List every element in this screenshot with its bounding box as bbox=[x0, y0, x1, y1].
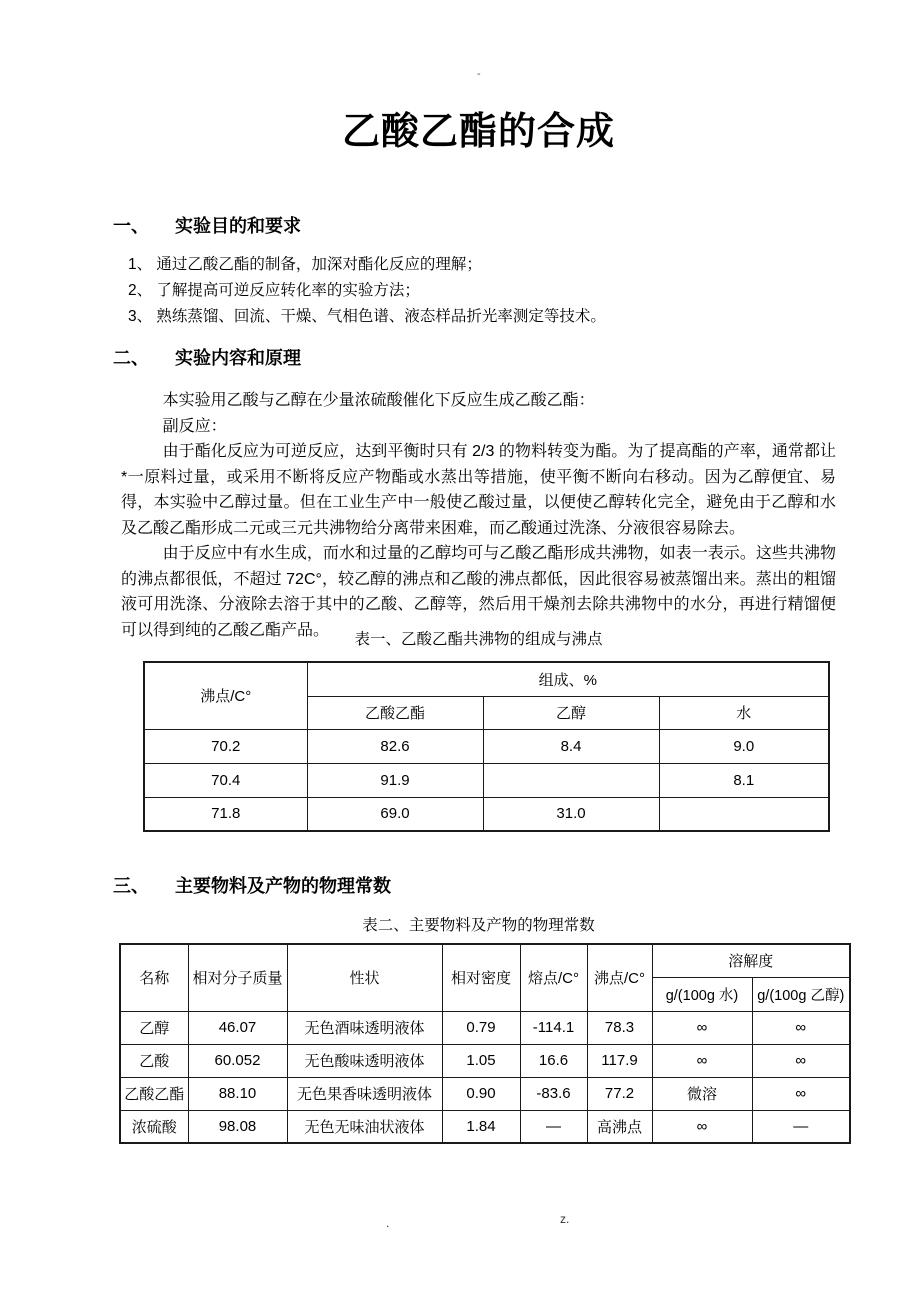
table-header-cell: 溶解度 bbox=[652, 944, 850, 977]
table-row bbox=[120, 944, 850, 977]
table-cell: 69.0 bbox=[307, 797, 483, 831]
table-cell: 浓硫酸 bbox=[120, 1110, 188, 1143]
table-cell: 46.07 bbox=[188, 1011, 287, 1044]
table-cell: 乙酸 bbox=[120, 1044, 188, 1077]
table-cell: 9.0 bbox=[659, 729, 829, 763]
section-heading-1 bbox=[113, 212, 836, 238]
table-cell: 0.90 bbox=[442, 1077, 520, 1110]
table-row bbox=[144, 763, 829, 797]
table-cell: 无色无味油状液体 bbox=[287, 1110, 442, 1143]
table-cell: — bbox=[752, 1110, 850, 1143]
table-cell: ∞ bbox=[652, 1044, 752, 1077]
table-row bbox=[120, 1011, 850, 1044]
table-cell: 98.08 bbox=[188, 1110, 287, 1143]
table-cell: 82.6 bbox=[307, 729, 483, 763]
table-cell: 无色果香味透明液体 bbox=[287, 1077, 442, 1110]
table-cell: ∞ bbox=[752, 1011, 850, 1044]
table-header-cell: 相对密度 bbox=[442, 944, 520, 1011]
principle-paragraph-3: 由于酯化反应为可逆反应，达到平衡时只有 2/3 的物料转变为酯。为了提高酯的产率，通常都让*一原料过量，或采用不断将反应产物酯或水蒸出等措施，使平衡不断向右移动。因为乙醇便宜、易得，本实验中乙醇过量。但在工业生产中一般使乙酸过量，以便使乙醇转化完全，避免由于乙醇和水及乙酸乙酯形成二元或三元共沸物给分离带来困难，而乙酸通过洗涤、分液很容易除去。 bbox=[121, 443, 836, 537]
list-item: 1、 通过乙酸乙酯的制备，加深对酯化反应的理解； bbox=[128, 256, 482, 273]
list-item: 2、 了解提高可逆反应转化率的实验方法； bbox=[128, 282, 420, 299]
table-header-cell: 名称 bbox=[120, 944, 188, 1011]
table1-caption: 表一、乙酸乙酯共沸物的组成与沸点 bbox=[354, 631, 603, 648]
table-header-cell: g/(100g 水) bbox=[652, 977, 752, 1011]
table-cell: ∞ bbox=[752, 1044, 850, 1077]
table-cell: 78.3 bbox=[587, 1011, 652, 1044]
table-cell: 1.05 bbox=[442, 1044, 520, 1077]
table-row bbox=[144, 729, 829, 763]
table-cell: 77.2 bbox=[587, 1077, 652, 1110]
table-cell bbox=[659, 797, 829, 831]
section-number: 二、 bbox=[113, 348, 149, 368]
table-cell: 0.79 bbox=[442, 1011, 520, 1044]
table-cell: 71.8 bbox=[144, 797, 307, 831]
table-header-cell: 沸点/C° bbox=[587, 944, 652, 1011]
table-header-cell: 乙醇 bbox=[483, 696, 659, 729]
section-label: 主要物料及产物的物理常数 bbox=[175, 876, 391, 896]
footer-mark-left: . bbox=[386, 1216, 390, 1230]
table-row bbox=[144, 797, 829, 831]
table-header-cell: 熔点/C° bbox=[520, 944, 587, 1011]
table-cell: 16.6 bbox=[520, 1044, 587, 1077]
table-cell: 70.2 bbox=[144, 729, 307, 763]
table-cell: 乙醇 bbox=[120, 1011, 188, 1044]
page-title: 乙酸乙酯的合成 bbox=[341, 111, 615, 153]
table-header-cell: 性状 bbox=[287, 944, 442, 1011]
section-heading-3 bbox=[113, 872, 836, 898]
table-cell: 88.10 bbox=[188, 1077, 287, 1110]
table-cell: ∞ bbox=[652, 1011, 752, 1044]
section-number: 一、 bbox=[113, 216, 149, 236]
principle-paragraph-2: 副反应： bbox=[162, 418, 227, 435]
section-number: 三、 bbox=[113, 876, 149, 896]
table-cell: ∞ bbox=[652, 1110, 752, 1143]
table-cell: 60.052 bbox=[188, 1044, 287, 1077]
table-cell: 70.4 bbox=[144, 763, 307, 797]
table-cell: -83.6 bbox=[520, 1077, 587, 1110]
table-row bbox=[120, 1077, 850, 1110]
table-cell: — bbox=[520, 1110, 587, 1143]
page-top-mark: - bbox=[477, 68, 481, 80]
table-cell: 无色酒味透明液体 bbox=[287, 1011, 442, 1044]
table-header-cell: 组成、% bbox=[307, 662, 829, 696]
table-header-cell: 沸点/C° bbox=[144, 662, 307, 729]
section-label: 实验内容和原理 bbox=[175, 348, 301, 368]
list-item: 3、 熟练蒸馏、回流、干燥、气相色谱、液态样品折光率测定等技术。 bbox=[128, 308, 606, 325]
azeotrope-table bbox=[143, 661, 830, 832]
objectives-list bbox=[128, 252, 836, 330]
table-cell: ∞ bbox=[752, 1077, 850, 1110]
table-cell bbox=[483, 763, 659, 797]
table2-caption: 表二、主要物料及产物的物理常数 bbox=[362, 917, 595, 934]
table-cell: 31.0 bbox=[483, 797, 659, 831]
table-cell: 1.84 bbox=[442, 1110, 520, 1143]
table-cell: 高沸点 bbox=[587, 1110, 652, 1143]
table-row bbox=[144, 662, 829, 696]
table-cell: 91.9 bbox=[307, 763, 483, 797]
table-cell: 8.4 bbox=[483, 729, 659, 763]
section-heading-2 bbox=[113, 344, 836, 370]
table-header-cell: 水 bbox=[659, 696, 829, 729]
table-cell: -114.1 bbox=[520, 1011, 587, 1044]
table-header-cell: 乙酸乙酯 bbox=[307, 696, 483, 729]
table-cell: 117.9 bbox=[587, 1044, 652, 1077]
footer-mark-right: z. bbox=[560, 1212, 570, 1226]
physical-constants-table bbox=[119, 943, 851, 1144]
table-cell: 微溶 bbox=[652, 1077, 752, 1110]
table-header-cell: g/(100g 乙醇) bbox=[752, 977, 850, 1011]
table-cell: 8.1 bbox=[659, 763, 829, 797]
table-row bbox=[120, 1110, 850, 1143]
table-cell: 乙酸乙酯 bbox=[120, 1077, 188, 1110]
table-row bbox=[120, 1044, 850, 1077]
principle-paragraph-1: 本实验用乙酸与乙醇在少量浓硫酸催化下反应生成乙酸乙酯： bbox=[162, 392, 595, 409]
table-header-cell: 相对分子质量 bbox=[188, 944, 287, 1011]
principle-paragraph-4: 由于反应中有水生成，而水和过量的乙醇均可与乙酸乙酯形成共沸物，如表一表示。这些共沸物的沸点都很低，不超过 72C°，较乙醇的沸点和乙酸的沸点都低，因此很容易被蒸馏出来。蒸出的粗馏液可用洗涤、分液除去溶于其中的乙酸、乙醇等，然后用干燥剂去除共沸物中的水分，再进行精馏便可以得到纯的乙酸乙酯产品。 bbox=[121, 545, 836, 639]
table-cell: 无色酸味透明液体 bbox=[287, 1044, 442, 1077]
section-label: 实验目的和要求 bbox=[175, 216, 301, 236]
